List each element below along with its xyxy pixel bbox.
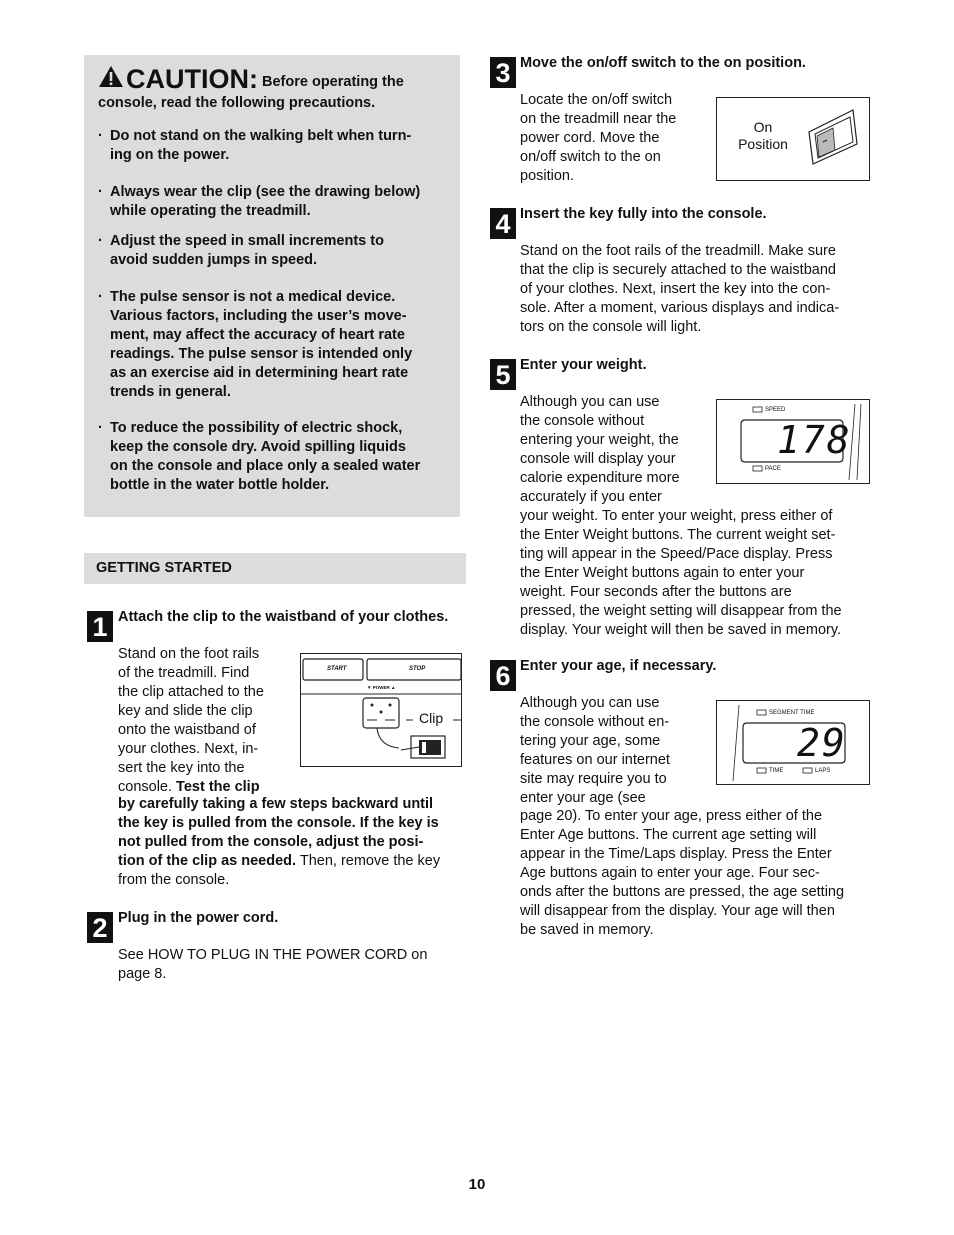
step-3-title: Move the on/off switch to the on position. [520,55,806,71]
start-key-label: START [327,666,347,672]
step-1-body: Stand on the foot rails of the treadmill. Find the clip attached to the key and slide the clip onto the waistband of your clothes. Next, in- sert the key into the console. Test the clip [118,646,264,795]
step-6-title: Enter your age, if necessary. [520,658,717,674]
clip-console-figure [300,653,462,767]
step-4-body: Stand on the foot rails of the treadmill. Make sure that the clip is securely attached to the waistband of your clothes. Next, insert the key into the con- sole. After a moment, various displays and indica- tors on the console will light. [520,243,840,335]
step-number-5: 5 [490,359,516,390]
page-number: 10 [468,1176,486,1193]
time-label: TIME [769,768,784,774]
clip-label: Clip [419,710,444,726]
power-label: ▼ POWER ▲ [367,685,396,690]
caution-word: CAUTION: [126,64,258,94]
weight-readout: 178 [777,418,852,462]
caution-bullet: · Do not stand on the walking belt when turn- ing on the power. [98,128,412,163]
pace-label: PACE [765,466,781,472]
speed-display-figure [716,399,870,484]
step-6-body-continued: page 20). To enter your age, press either of the Enter Age buttons. The current age setting will appear in the Time/Laps display. Press the Enter Age buttons again to enter your age. Four sec- onds after the buttons are pressed, the age setting will disappear from the display. Your age will then be saved in memory. [520,808,845,938]
on-position-label: On Position [738,119,788,152]
on-off-switch-figure [716,97,870,181]
time-laps-display-figure [716,700,870,785]
warning-triangle-icon [98,65,124,94]
step-2-title: Plug in the power cord. [118,910,279,926]
step-6-body: Although you can use the console without en- tering your age, some features on our internet site may require you to enter your age (see [520,695,670,806]
segment-time-label: SEGMENT TIME [769,710,815,716]
caution-bullet: · The pulse sensor is not a medical device. Various factors, including the user’s move- ment, may affect the accuracy of heart rate readings. The pulse sensor is intended only as an exercise aid in determining heart rate trends in general. [98,289,413,400]
step-5-title: Enter your weight. [520,357,647,373]
step-2-body: See HOW TO PLUG IN THE POWER CORD on page 8. [118,947,428,982]
step-number-3: 3 [490,57,516,88]
step-number-2: 2 [87,912,113,943]
step-number-1: 1 [87,611,113,642]
caution-bullet: · To reduce the possibility of electric shock, keep the console dry. Avoid spilling liquids on the console and place only a sealed water bottle in the water bottle holder. [98,420,421,493]
caution-bullet: · Always wear the clip (see the drawing below) while operating the treadmill. [98,184,421,219]
step-3-body: Locate the on/off switch on the treadmill near the power cord. Move the on/off switch to the on position. [520,92,677,184]
step-5-body-continued: your weight. To enter your weight, press either of the Enter Weight buttons. The current weight set- ting will appear in the Speed/Pace display. Press the Enter Weight buttons again to enter your weight. Four seconds after the buttons are pressed, the weight setting will disappear from the display. Your weight will then be saved in memory. [520,508,842,638]
step-1-body-continued: by carefully taking a few steps backward until the key is pulled from the console. If the key is not pulled from the console, adjust the posi- tion of the clip as needed. Then, remove the key from the console. [118,796,441,888]
caution-box [84,55,460,517]
caution-heading [98,65,448,113]
caution-intro-1: Before operating the [262,74,404,90]
step-1-title: Attach the clip to the waistband of your clothes. [118,609,449,625]
step-5-body: Although you can use the console without entering your weight, the console will display your calorie expenditure more accurately if you enter [520,394,680,505]
getting-started-heading: GETTING STARTED [96,560,232,576]
step-number-4: 4 [490,208,516,239]
getting-started-heading-bar [84,553,466,584]
laps-label: LAPS [815,768,831,774]
speed-label: SPEED [765,407,786,413]
step-4-title: Insert the key fully into the console. [520,206,767,222]
stop-key-label: STOP [409,666,426,672]
age-readout: 29 [797,721,847,765]
step-number-6: 6 [490,660,516,691]
caution-bullet: · Adjust the speed in small increments to avoid sudden jumps in speed. [98,233,384,268]
caution-intro-2: console, read the following precautions. [98,95,376,111]
switch-icon [717,98,869,180]
